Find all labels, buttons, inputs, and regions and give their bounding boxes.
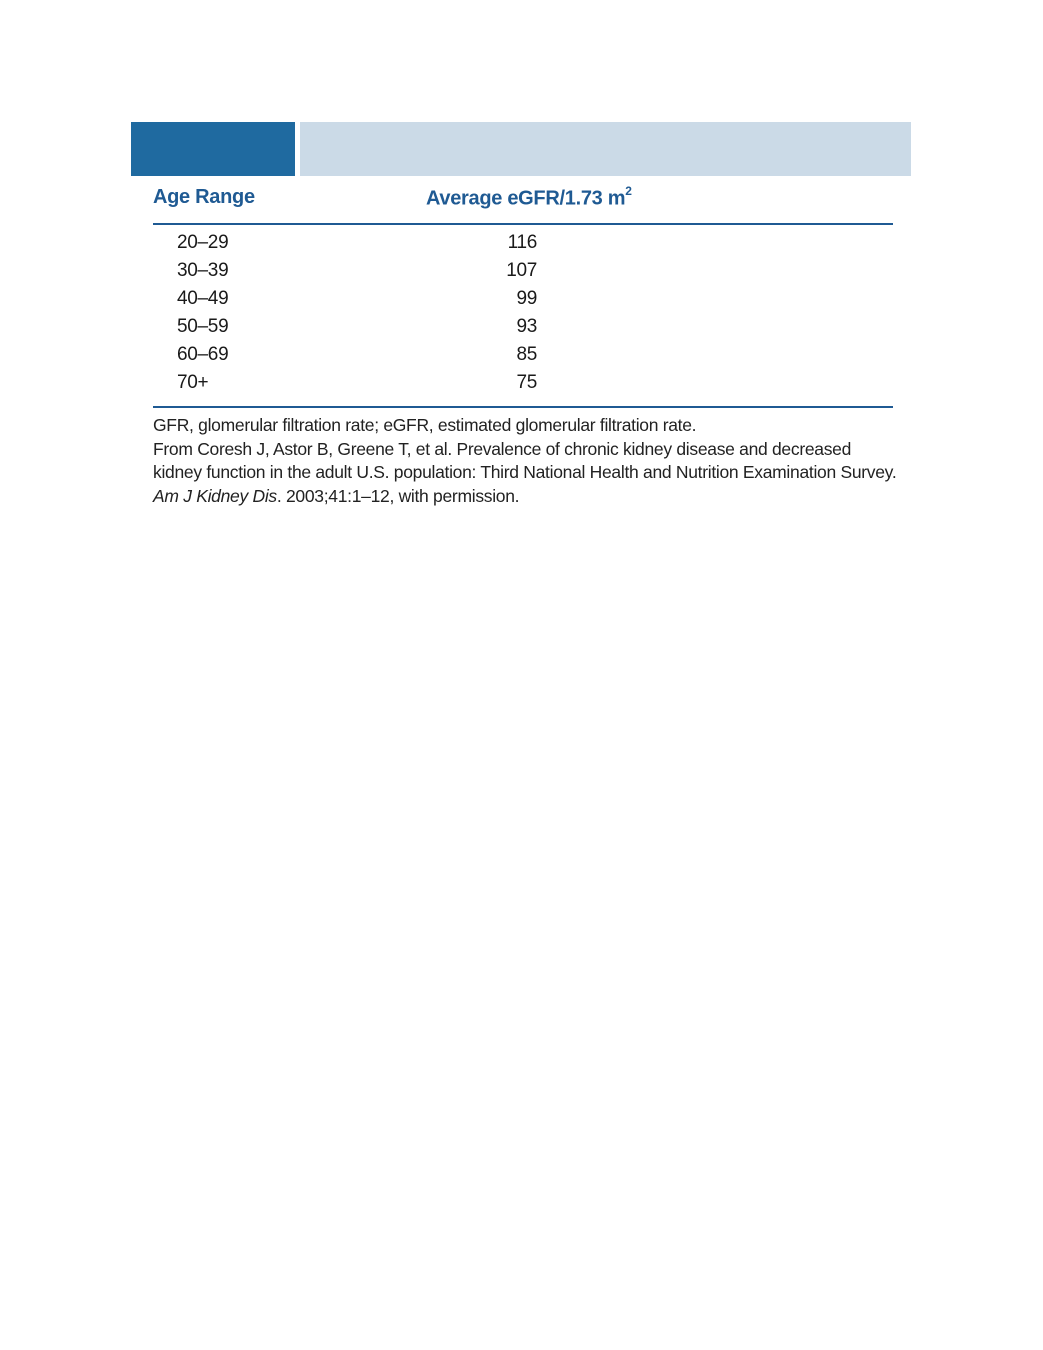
column-header-age-range: Age Range bbox=[153, 186, 255, 208]
cell-age-range: 50–59 bbox=[177, 316, 229, 337]
cell-age-range: 70+ bbox=[177, 372, 209, 393]
cell-age-range: 60–69 bbox=[177, 344, 229, 365]
table-banner-dark bbox=[131, 122, 295, 176]
cell-average-egfr: 116 bbox=[507, 232, 537, 253]
footnote-source bbox=[153, 438, 903, 509]
header-divider bbox=[153, 223, 893, 225]
cell-age-range: 20–29 bbox=[177, 232, 229, 253]
footnote-abbreviations: GFR, glomerular filtration rate; eGFR, estimated glomerular filtration rate. bbox=[153, 415, 697, 435]
table-bottom-rule bbox=[153, 406, 893, 408]
table-row bbox=[0, 316, 1043, 344]
table-row bbox=[0, 344, 1043, 372]
footnote-journal-name: Am J Kidney Dis bbox=[153, 485, 277, 506]
table-row bbox=[0, 260, 1043, 288]
column-header-egfr-text: Average eGFR/1.73 m bbox=[426, 187, 626, 210]
cell-age-range: 30–39 bbox=[177, 260, 229, 281]
cell-average-egfr: 99 bbox=[516, 288, 537, 309]
table-row bbox=[0, 288, 1043, 316]
footnote-source-text: From Coresh J, Astor B, Greene T, et al. Prevalence of chronic kidney disease and decreased kidney function in the adult U.S. population: Third National Health and Nutrition Examination Survey. bbox=[153, 438, 897, 482]
column-header-egfr-superscript: 2 bbox=[625, 184, 632, 198]
cell-average-egfr: 85 bbox=[516, 344, 537, 365]
table-row bbox=[0, 232, 1043, 260]
table-banner-light bbox=[300, 122, 911, 176]
table-footnotes bbox=[153, 414, 903, 508]
cell-average-egfr: 93 bbox=[516, 316, 537, 337]
cell-age-range: 40–49 bbox=[177, 288, 229, 309]
table-body bbox=[0, 232, 1043, 400]
table-row bbox=[0, 372, 1043, 400]
cell-average-egfr: 75 bbox=[516, 372, 537, 393]
footnote-source-tail: . 2003;41:1–12, with permission. bbox=[276, 485, 520, 506]
cell-average-egfr: 107 bbox=[506, 260, 537, 281]
column-header-average-egfr bbox=[426, 186, 632, 211]
